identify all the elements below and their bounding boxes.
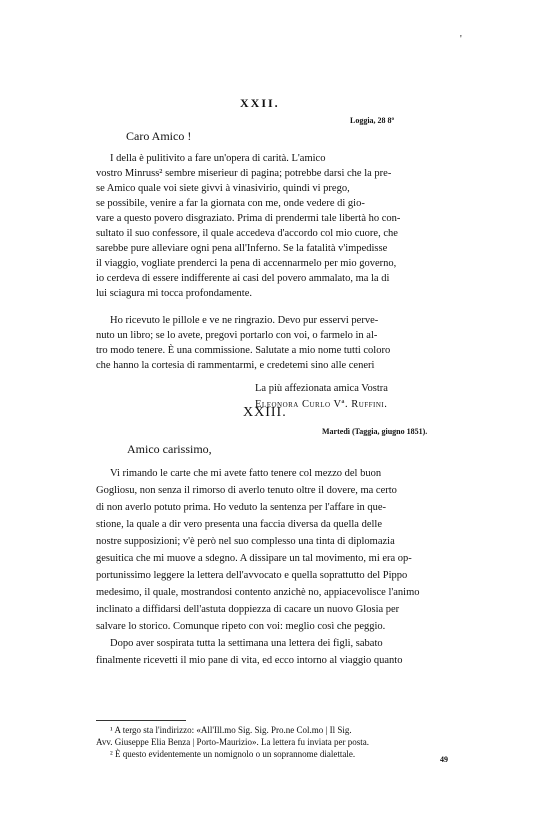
footnote-divider [96, 720, 186, 721]
text-line: se Amico quale voi siete givvi à vinasivirio, quindi vi prego, [96, 183, 350, 194]
letter-salutation: Amico carissimo, [127, 442, 212, 456]
text-line: io cerdeva di essere indifferente ai casi del povero ammalato, ma la di [96, 273, 390, 284]
text-line: sultato il suo confessore, il quale accedeva d'accordo col mio cuore, che [96, 228, 398, 239]
letter-dateline: Martedì (Taggia, giugno 1851). [322, 427, 428, 436]
text-line: nuto un libro; se lo avete, pregovi portarlo con voi, o farmelo in al- [96, 330, 378, 341]
text-line: tro modo tenere. È una commissione. Salutate a mio nome tutti coloro [96, 345, 391, 356]
text-line: Vi rimando le carte che mi avete fatto tenere col mezzo del buon [110, 468, 382, 479]
text-line: portunissimo leggere la lettera dell'avvocato e quella soprattutto del Pippo [96, 570, 408, 581]
page-number: 49 [440, 755, 448, 764]
text-line: vare a questo povero disgraziato. Prima di prendermi tale libertà ho con- [96, 213, 401, 224]
text-line: di non averlo potuto prima. Ho veduto la sentenza per l'affare in que- [96, 502, 387, 513]
letter-number: XXII. [240, 96, 280, 110]
text-line: inclinato a diffidarsi dell'astuta doppiezza di cacare un nuovo Glosia per [96, 604, 400, 615]
text-line: I della è pulitivito a fare un'opera di carità. L'amico [110, 153, 326, 164]
letter-dateline: Loggia, 28 8º [350, 116, 395, 125]
text-line: lui sciagura mi tocca profondamente. [96, 288, 252, 299]
letter-closing: La più affezionata amica Vostra [255, 383, 388, 394]
text-line: sarebbe pure alleviare ogni pena all'Inferno. Se la fatalità v'impedisse [96, 243, 388, 254]
letter-paragraph [96, 151, 492, 301]
footnote-line: ² È questo evidentemente un nomignolo o un soprannome dialettale. [110, 749, 356, 759]
footnote-line: Avv. Giuseppe Elia Benza | Porto-Maurizio». La lettera fu inviata per posta. [96, 737, 369, 747]
text-line: finalmente ricevetti il mio pane di vita, ed ecco intorno al viaggio quanto [96, 655, 403, 666]
text-line: se possibile, venire a far la giornata con me, onde vedere di gio- [96, 198, 365, 209]
footnote-line: ¹ A tergo sta l'indirizzo: «All'Ill.mo Sig. Sig. Pro.ne Col.mo | Il Sig. [110, 725, 352, 735]
letter-number: XXIII. [243, 405, 287, 420]
text-line: il viaggio, vogliate prenderci la pena di accennarmelo per mio governo, [96, 258, 397, 269]
letter-salutation: Caro Amico ! [126, 129, 192, 143]
letter-paragraph [96, 465, 492, 669]
text-line: che hanno la cortesia di rammentarmi, e credetemi sino alle ceneri [96, 360, 375, 371]
page-mark: ' [460, 34, 462, 45]
letter-paragraph [96, 313, 492, 373]
text-line: nostre supposizioni; v'è però nel suo complesso una tinta di diplomazia [96, 536, 395, 547]
text-line: vostro Minruss² sembre miserieur di pagina; potrebbe darsi che la pre- [96, 168, 392, 179]
footnotes [96, 724, 496, 760]
letter-signature: Eleonora Curlo Vª. Ruffini. [255, 399, 388, 410]
text-line: Gogliosu, non senza il rimorso di averlo tenuto oltre il dovere, ma certo [96, 485, 397, 496]
text-line: Ho ricevuto le pillole e ve ne ringrazio. Devo pur esservi perve- [110, 315, 379, 326]
text-line: gesuitica che mi muove a sdegno. A dissipare un tal movimento, mi era op- [96, 553, 412, 564]
text-line: stione, la quale a dir vero presenta una faccia diversa da quella delle [96, 519, 382, 530]
text-line: Dopo aver sospirata tutta la settimana una lettera dei figli, sabato [110, 638, 383, 649]
text-line: medesimo, il quale, mostrandosi contento anzichè no, appiacevolisce l'animo [96, 587, 420, 598]
text-line: salvare lo storico. Comunque ripeto con voi: meglio così che peggio. [96, 621, 386, 632]
